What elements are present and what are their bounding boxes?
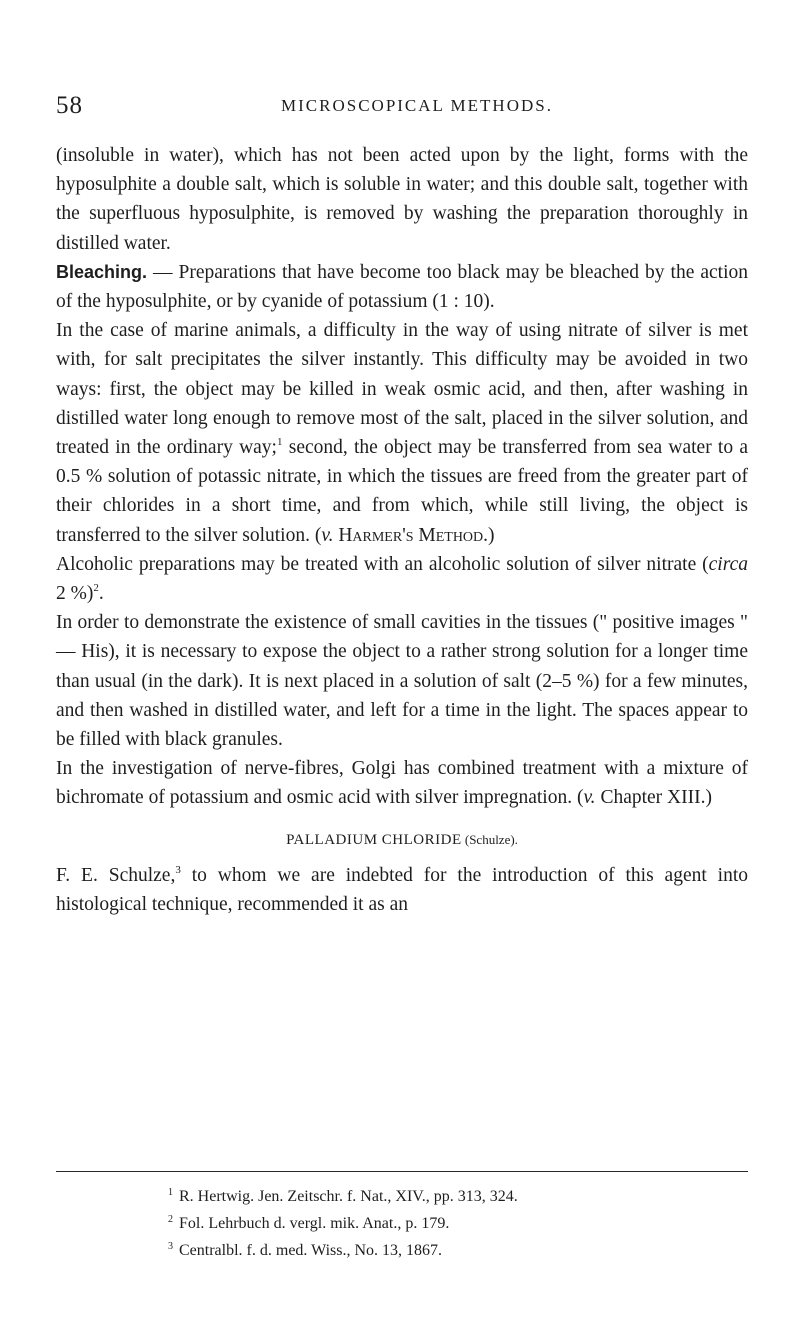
footnote-3: $^3$ Centralbl. f. d. med. Wiss., No. 13, 1867.	[168, 1241, 443, 1259]
running-title: MICROSCOPICAL METHODS.	[281, 96, 553, 115]
footnotes	[168, 1181, 748, 1262]
paragraph-nerve-fibres: In the investigation of nerve-fibres, Golgi has combined treatment with a mixture of bichromate of potassium and osmic acid with silver impregnation. (v. Chapter XIII.)	[56, 758, 748, 809]
book-page	[56, 0, 748, 1321]
footnote-1: $^1$ R. Hertwig. Jen. Zeitschr. f. Nat., XIV., pp. 313, 324.	[168, 1187, 518, 1205]
paragraph-continuation: (insoluble in water), which has not been acted upon by the light, forms with the hyposulphite a double salt, which is soluble in water; and this double salt, together with the superfluous hyposulphite, is removed by washing the preparation thoroughly in distilled water.	[56, 145, 748, 254]
paragraph-bleaching: Bleaching. — Preparations that have become too black may be bleached by the action of the hyposulphite, or by cyanide of potassium (1 : 10).	[56, 261, 748, 313]
section-heading-palladium: PALLADIUM CHLORIDE (Schulze).	[286, 831, 518, 848]
paragraph-alcoholic: Alcoholic preparations may be treated with an alcoholic solution of silver nitrate (circa 2 %)$^2$.	[56, 553, 748, 605]
footnote-divider	[56, 1171, 748, 1172]
body-text	[56, 141, 748, 919]
footnote-ref-1: 1	[276, 436, 283, 449]
paragraph-schulze: F. E. Schulze,$^3$ to whom we are indebted for the introduction of this agent into histological technique, recommended it as an	[56, 863, 748, 916]
paragraph-marine-animals: In the case of marine animals, a difficulty in the way of using nitrate of silver is met with, for salt precipitates the silver instantly. This difficulty may be avoided in two ways: first, the object may be killed in weak osmic acid, and then, after washing in distilled water long enough to remove most of the salt, placed in the silver solution, and treated in the ordinary way;$^1$ second, the object may be transferred from sea water to a 0.5 % solution of potassic nitrate, in which the tissues are freed from the greater part of their chlorides in a short time, and from which, while still living, the object is transferred to the silver solution. (v. Harmer's Method.)	[56, 320, 749, 546]
paragraph-cavities: In order to demonstrate the existence of small cavities in the tissues (" positive images " — His), it is necessary to expose the object to a rather strong solution for a longer time than usual (in the dark). It is next placed in a solution of salt (2–5 %) for a few minutes, and then washed in distilled water, and left for a time in the light. The spaces appear to be filled with black granules.	[56, 612, 748, 751]
bleaching-heading: Bleaching.	[56, 261, 148, 282]
footnote-ref-2: 2	[93, 582, 99, 595]
footnote-ref-3: 3	[175, 863, 181, 876]
page-number: 58	[56, 92, 83, 119]
footnote-2: $^2$ Fol. Lehrbuch d. vergl. mik. Anat., p. 179.	[168, 1214, 450, 1232]
page-header	[56, 92, 748, 122]
harmer-method-ref: Harmer's Method.	[333, 524, 489, 546]
